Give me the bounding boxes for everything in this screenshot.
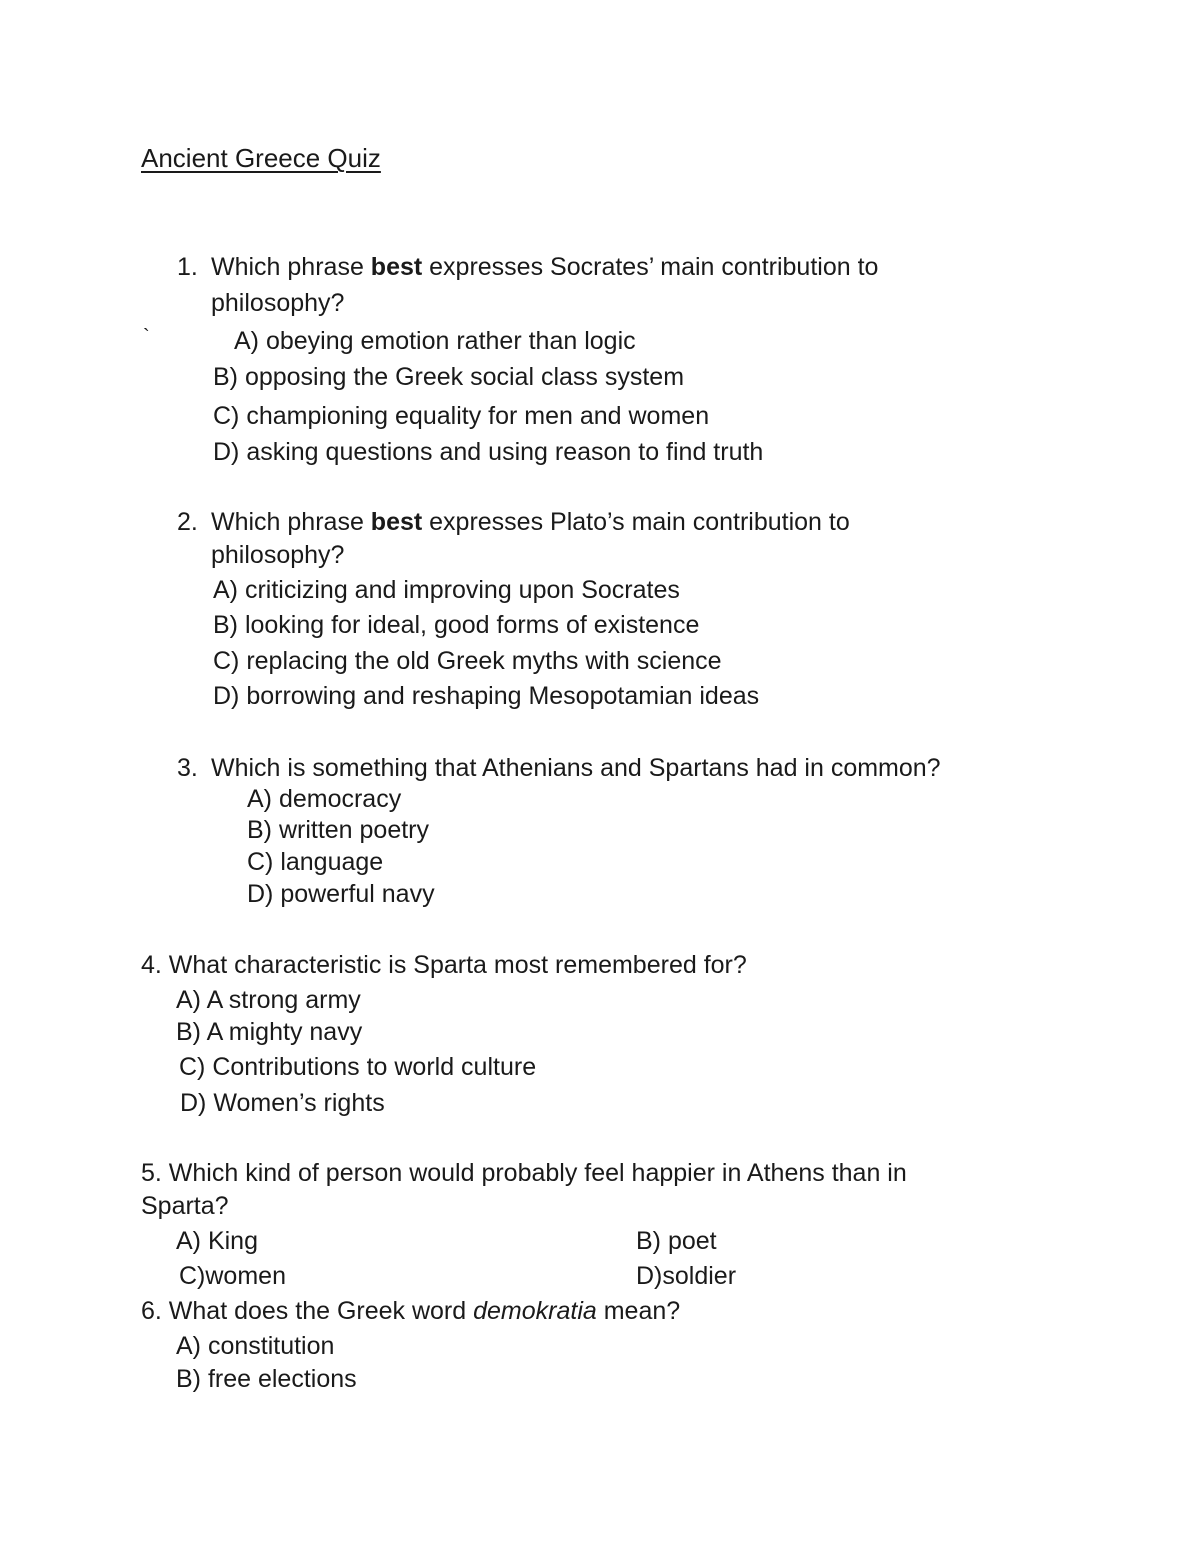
question-4-option-c: C) Contributions to world culture (179, 1053, 537, 1081)
question-5-option-d: D)soldier (636, 1262, 737, 1290)
question-3-option-b: B) written poetry (247, 816, 430, 844)
question-1-emphasis: best (370, 253, 423, 281)
question-3 (177, 756, 941, 781)
question-3-option-d: D) powerful navy (247, 880, 435, 908)
question-3-option-a: A) democracy (247, 785, 402, 813)
question-1-option-c: C) championing equality for men and women (213, 402, 710, 430)
question-6-text-pre: 6. What does the Greek word (141, 1297, 474, 1325)
question-1-option-b: B) opposing the Greek social class system (213, 363, 685, 391)
question-3-option-c: C) language (247, 848, 384, 876)
question-1 (177, 255, 878, 280)
question-1-text-pre: Which phrase (211, 253, 371, 281)
question-5-option-a: A) King (176, 1227, 258, 1255)
question-2 (177, 510, 850, 535)
question-2-text-post: expresses Plato’s main contribution to (422, 508, 850, 536)
question-1-text-post: expresses Socrates’ main contribution to (422, 253, 879, 281)
page-title: Ancient Greece Quiz (141, 143, 381, 173)
question-4-option-d: D) Women’s rights (180, 1089, 385, 1117)
question-6-text-post: mean? (596, 1297, 681, 1325)
question-1-option-a: A) obeying emotion rather than logic (234, 327, 636, 355)
question-2-option-a: A) criticizing and improving upon Socrates (213, 576, 680, 604)
question-4-option-b: B) A mighty navy (176, 1018, 363, 1046)
question-2-emphasis: best (370, 508, 423, 536)
question-4-option-a: A) A strong army (176, 986, 361, 1014)
question-3-number: 3. (177, 754, 198, 782)
question-1-number: 1. (177, 253, 198, 281)
question-2-text-pre: Which phrase (211, 508, 371, 536)
question-2-option-b: B) looking for ideal, good forms of existence (213, 611, 700, 639)
question-6-option-b: B) free elections (176, 1365, 357, 1393)
question-1-text-line2: philosophy? (211, 289, 345, 317)
stray-mark: ` (143, 326, 150, 348)
question-6 (141, 1299, 680, 1324)
question-2-option-d: D) borrowing and reshaping Mesopotamian ideas (213, 682, 760, 710)
question-6-emphasis: demokratia (473, 1297, 597, 1325)
question-4-text: 4. What characteristic is Sparta most remembered for? (141, 951, 747, 979)
question-2-text-line2: philosophy? (211, 541, 345, 569)
question-5-text: 5. Which kind of person would probably feel happier in Athens than in (141, 1159, 907, 1187)
question-1-option-d: D) asking questions and using reason to find truth (213, 438, 764, 466)
question-6-option-a: A) constitution (176, 1332, 335, 1360)
question-2-number: 2. (177, 508, 198, 536)
question-2-option-c: C) replacing the old Greek myths with science (213, 647, 722, 675)
question-3-text: Which is something that Athenians and Spartans had in common? (211, 754, 941, 782)
question-5-option-b: B) poet (636, 1227, 717, 1255)
question-5-option-c: C)women (179, 1262, 286, 1290)
question-5-text-line2: Sparta? (141, 1192, 229, 1220)
